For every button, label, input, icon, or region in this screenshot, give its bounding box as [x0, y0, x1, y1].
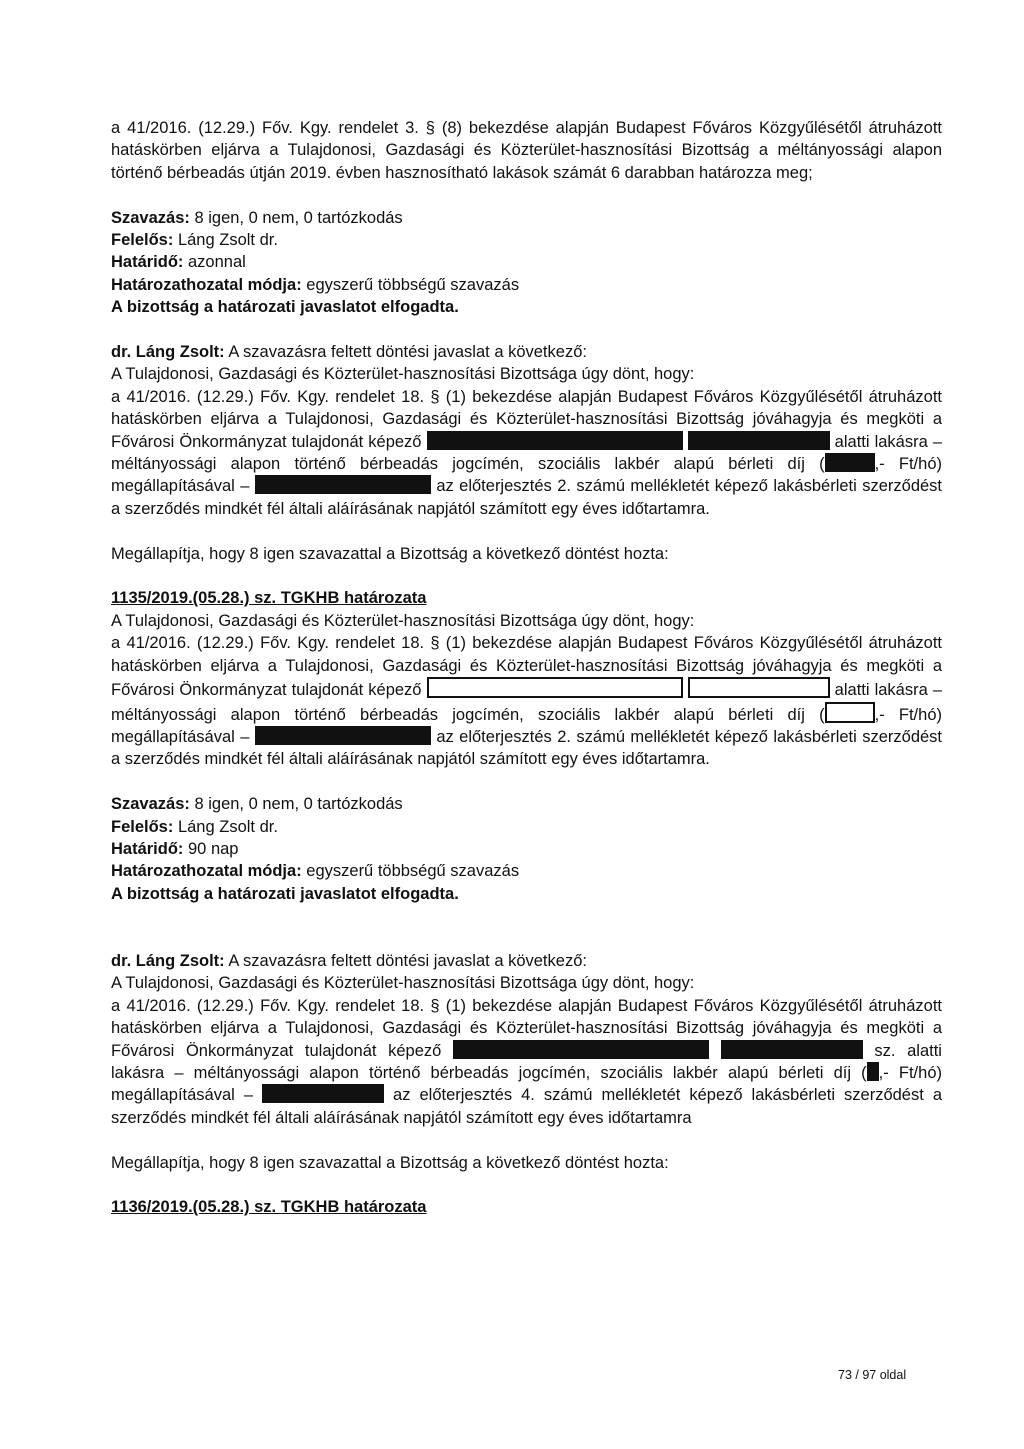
- speaker-line: [111, 341, 942, 363]
- redaction: [688, 431, 830, 450]
- decision-text: az előterjesztés 2. számú mellékletét képező lakásbérleti szerződést a szerződés mindkét fél általi aláírásának napjától számított egy éves időtartamra.: [111, 477, 943, 518]
- vote-value: 8 igen, 0 nem, 0 tartózkodás: [189, 208, 403, 227]
- redaction: [867, 1062, 879, 1081]
- deadline-value: 90 nap: [183, 839, 239, 858]
- decision-text: a 41/2016. (12.29.) Főv. Kgy. rendelet 18. § (1) bekezdése alapján Budapest Főváros Közgyűlésétől átruházott hatáskörben eljárva a Tulajdonosi, Gazdasági és Közterület-hasznosítási Bizottság jóváhagyja és megköti a Fővárosi Önkormányzat tulajdonát képező: [111, 996, 942, 1060]
- redaction: [255, 475, 431, 494]
- decides-line: A Tulajdonosi, Gazdasági és Közterület-hasznosítási Bizottsága úgy dönt, hogy:: [111, 611, 695, 630]
- method-value: egyszerű többségű szavazás: [301, 275, 520, 294]
- speaker-line: [111, 950, 942, 972]
- deadline-value: azonnal: [183, 253, 246, 272]
- method-value: egyszerű többségű szavazás: [301, 862, 520, 881]
- resolution-title: 1136/2019.(05.28.) sz. TGKHB határozata: [111, 1198, 427, 1217]
- decision-text: az előterjesztés 2. számú mellékletét képező lakásbérleti szerződést a szerződés mindkét fél általi aláírásának napjától számított egy éves időtartamra.: [111, 727, 943, 769]
- responsible-label: Felelős:: [111, 817, 174, 836]
- deadline-label: Határidő:: [111, 839, 184, 858]
- redaction-box: [688, 677, 830, 698]
- responsible-line: [111, 816, 942, 838]
- decision-paragraph: [111, 632, 942, 770]
- deadline-line: [111, 838, 942, 860]
- decision-paragraph: [111, 995, 942, 1129]
- responsible-value: Láng Zsolt dr.: [173, 817, 278, 836]
- speaker-name: dr. Láng Zsolt:: [111, 343, 225, 362]
- deadline-line: [111, 251, 942, 273]
- decision-text: a 41/2016. (12.29.) Főv. Kgy. rendelet 18. § (1) bekezdése alapján Budapest Főváros Közgyűlésétől átruházott hatáskörben eljárva a Tulajdonosi, Gazdasági és Közterület-hasznosítási Bizottság jóváhagyja és megköti a Fővárosi Önkormányzat tulajdonát képező: [111, 387, 942, 451]
- method-line: [111, 860, 942, 882]
- finding-line: Megállapítja, hogy 8 igen szavazattal a Bizottság a következő döntést hozta:: [111, 1153, 669, 1172]
- decision-text: a 41/2016. (12.29.) Főv. Kgy. rendelet 18. § (1) bekezdése alapján Budapest Főváros Közgyűlésétől átruházott hatáskörben eljárva a Tulajdonosi, Gazdasági és Közterület-hasznosítási Bizottság jóváhagyja és megköti a Fővárosi Önkormányzat tulajdonát képező: [111, 634, 942, 700]
- accepted-line: A bizottság a határozati javaslatot elfogadta.: [111, 884, 459, 903]
- redaction-box: [427, 677, 683, 698]
- accepted-line: A bizottság a határozati javaslatot elfogadta.: [111, 298, 459, 317]
- speaker-name: dr. Láng Zsolt:: [111, 951, 225, 970]
- decision-text: alatti lakásra – méltányossági alapon történő bérbeadás jogcímén, szociális lakbér alapú bérleti díj (: [111, 681, 942, 724]
- deadline-label: Határidő:: [111, 253, 184, 272]
- responsible-label: Felelős:: [111, 231, 174, 250]
- vote-label: Szavazás:: [111, 208, 190, 227]
- redaction-box: [825, 702, 875, 723]
- decision-text: az előterjesztés 4. számú mellékletét képező lakásbérleti szerződést a szerződés mindkét fél általi aláírásának napjától számított egy éves időtartamra: [111, 1086, 942, 1127]
- decides-line: A Tulajdonosi, Gazdasági és Közterület-hasznosítási Bizottsága úgy dönt, hogy:: [111, 365, 695, 384]
- finding-line: Megállapítja, hogy 8 igen szavazattal a Bizottság a következő döntést hozta:: [111, 544, 669, 563]
- method-label: Határozathozatal módja:: [111, 862, 302, 881]
- redaction: [427, 431, 683, 450]
- redaction: [453, 1040, 709, 1059]
- decision-text: alatti lakásra – méltányossági alapon történő bérbeadás jogcímén, szociális lakbér alapú bérleti díj (: [111, 432, 942, 474]
- vote-line: [111, 207, 942, 229]
- redaction: [255, 726, 431, 745]
- decision-text: ,- Ft/hó) megállapításával –: [111, 1063, 942, 1105]
- decision-text: ,- Ft/hó) megállapításával –: [111, 705, 942, 746]
- redaction: [262, 1084, 384, 1103]
- decision-text: sz. alatti lakásra – méltányossági alapon történő bérbeadás jogcímén, szociális lakbér alapú bérleti díj (: [111, 1041, 942, 1082]
- vote-label: Szavazás:: [111, 795, 190, 814]
- page-number: 73 / 97 oldal: [838, 1368, 907, 1382]
- paragraph: a 41/2016. (12.29.) Főv. Kgy. rendelet 3. § (8) bekezdése alapján Budapest Főváros Közgyűlésétől átruházott hatáskörben eljárva a Tulajdonosi, Gazdasági és Közterület-hasznosítási Bizottság a méltányossági alapon történő bérbeadás útján 2019. évben hasznosítható lakások számát 6 darabban határozza meg;: [111, 119, 942, 182]
- decision-text: ,- Ft/hó) megállapításával –: [111, 455, 942, 496]
- decides-line: A Tulajdonosi, Gazdasági és Közterület-hasznosítási Bizottsága úgy dönt, hogy:: [111, 974, 695, 993]
- redaction: [825, 453, 875, 472]
- decision-paragraph: [111, 386, 942, 520]
- document-page: [111, 117, 942, 1219]
- speaker-text: A szavazásra feltett döntési javaslat a következő:: [224, 951, 587, 970]
- method-label: Határozathozatal módja:: [111, 275, 302, 294]
- responsible-value: Láng Zsolt dr.: [173, 231, 278, 250]
- redaction: [721, 1040, 863, 1059]
- method-line: [111, 274, 942, 296]
- vote-line: [111, 793, 942, 815]
- responsible-line: [111, 229, 942, 251]
- resolution-title: 1135/2019.(05.28.) sz. TGKHB határozata: [111, 589, 427, 608]
- speaker-text: A szavazásra feltett döntési javaslat a következő:: [224, 343, 587, 362]
- vote-value: 8 igen, 0 nem, 0 tartózkodás: [189, 795, 403, 814]
